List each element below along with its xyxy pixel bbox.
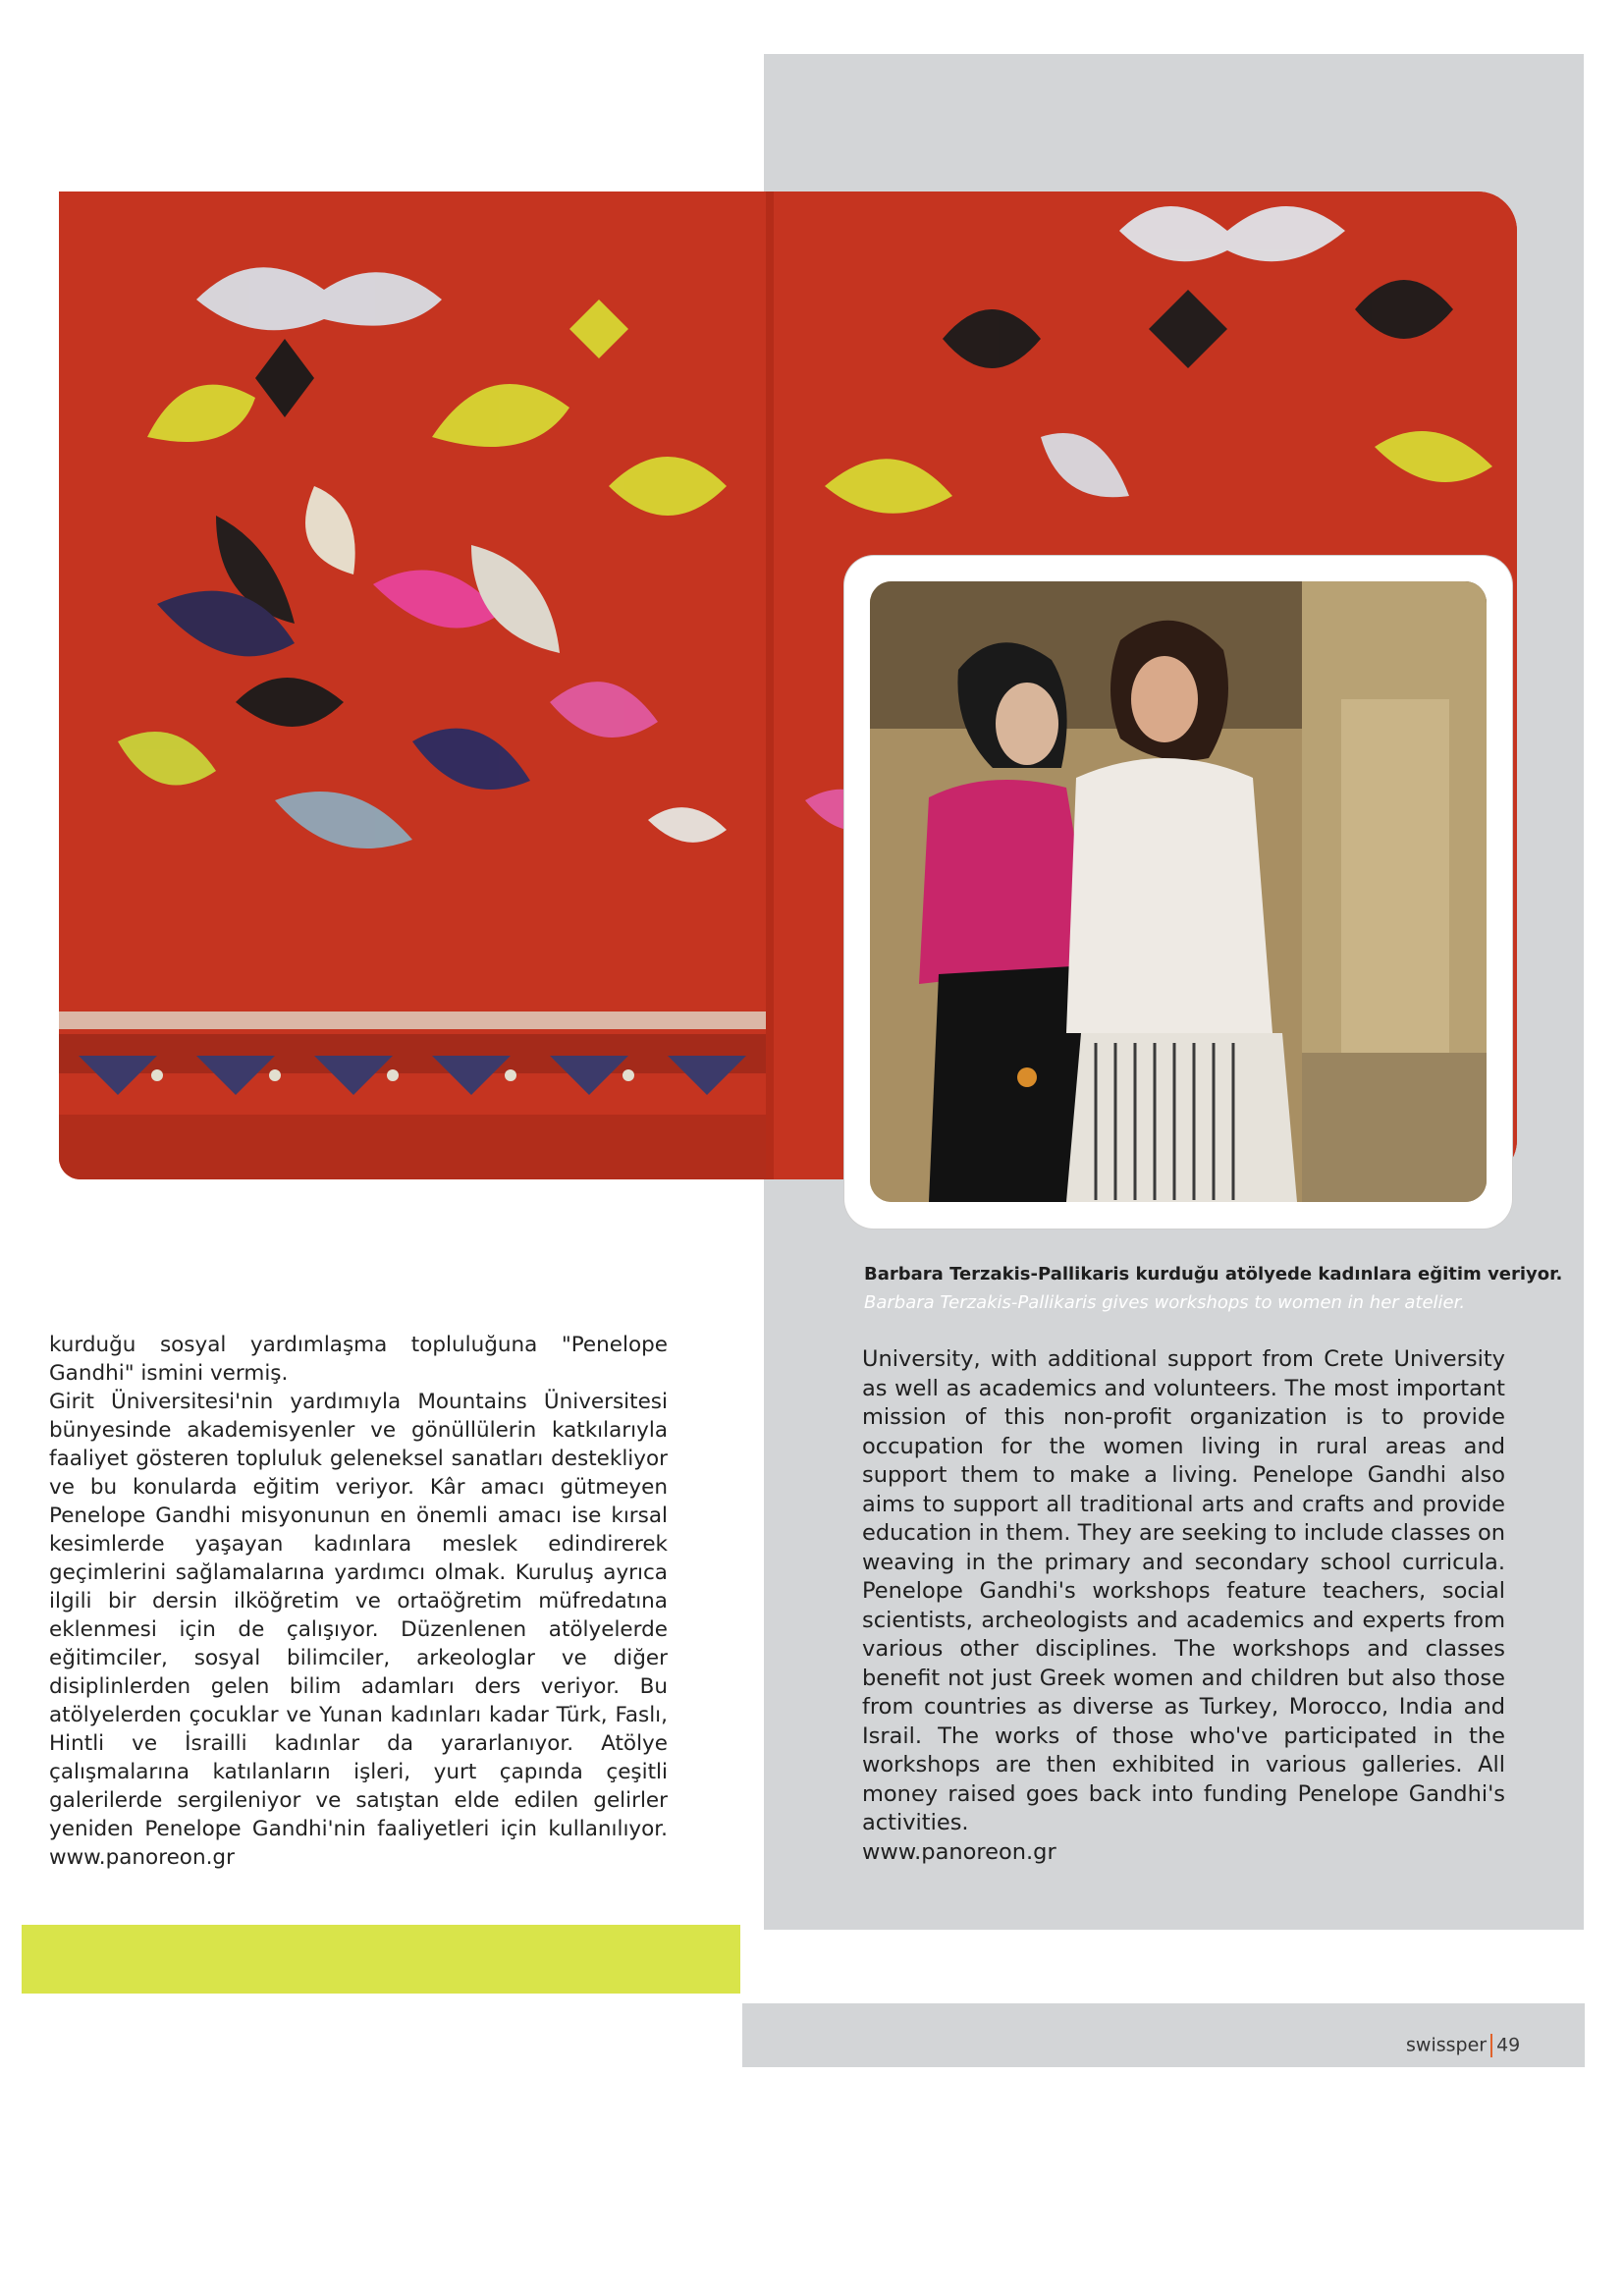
yellow-accent-bar [22, 1925, 740, 1994]
workshop-photo [870, 581, 1487, 1202]
folio-divider [1490, 2034, 1492, 2057]
article-english-column [862, 1345, 1505, 1867]
article-turkish-paragraph-2: Girit Üniversitesi'nin yardımıyla Mountains Üniversitesi bünyesinde akademisyenler ve gönüllülerin katkılarıyla faaliyet gösteren topluluk geleneksel sanatları destekliyor ve bu konularda eğitim veriyor. Kâr amacı gütmeyen Penelope Gandhi misyonunun en önemli amacı ise kırsal kesimlerde yaşayan kadınlara meslek edindirerek geçimlerini sağlamalarına yardımcı olmak. Kuruluş ayrıca ilgili bir dersin ilköğretim ve ortaöğretim müfredatına eklenmesi için de çalışıyor. Düzenlenen atölyelerde eğitimciler, sosyal bilimciler, arkeologlar ve diğer disiplinlerden gelen bilim adamları ders veriyor. Bu atölyelerden çocuklar ve Yunan kadınları kadar Türk, Faslı, Hintli ve İsrailli kadınlar da yararlanıyor. Atölye çalışmalarına katılanların işleri, yurt çapında çeşitli galerilerde sergileniyor ve satıştan elde edilen gelirler yeniden Penelope Gandhi'nin faaliyetleri için kullanılıyor. www.panoreon.gr [49, 1390, 668, 1870]
article-turkish-column [49, 1331, 668, 1872]
page-folio [1406, 2034, 1520, 2057]
article-turkish-paragraph-1: kurduğu sosyal yardımlaşma topluluğuna "Penelope Gandhi" ismini vermiş. [49, 1333, 668, 1386]
photo-caption-english: Barbara Terzakis-Pallikaris gives workshops to women in her atelier. [864, 1292, 1466, 1313]
inset-photo-frame [844, 556, 1512, 1229]
page-number: 49 [1496, 2034, 1521, 2056]
magazine-brand: swissper [1406, 2034, 1488, 2056]
photo-caption-turkish: Barbara Terzakis-Pallikaris kurduğu atölyede kadınlara eğitim veriyor. [864, 1264, 1563, 1285]
website-link[interactable]: www.panoreon.gr [862, 1838, 1056, 1865]
article-english-body: University, with additional support from Crete University as well as academics and volunteers. The most important mission of this non-profit organization is to provide occupation for the women living in rural areas and support them to make a living. Penelope Gandhi also aims to support all traditional arts and crafts and provide education in them. They are seeking to include classes on weaving in the primary and secondary school curricula. Penelope Gandhi's workshops feature teachers, social scientists, archeologists and academics and experts from various other disciplines. The workshops and classes benefit not just Greek women and children but also those from countries as diverse as Turkey, Morocco, India and Israil. The works of those who've participated in the workshops are then exhibited in various galleries. All money raised goes back into funding Penelope Gandhi's activities. [862, 1346, 1505, 1835]
